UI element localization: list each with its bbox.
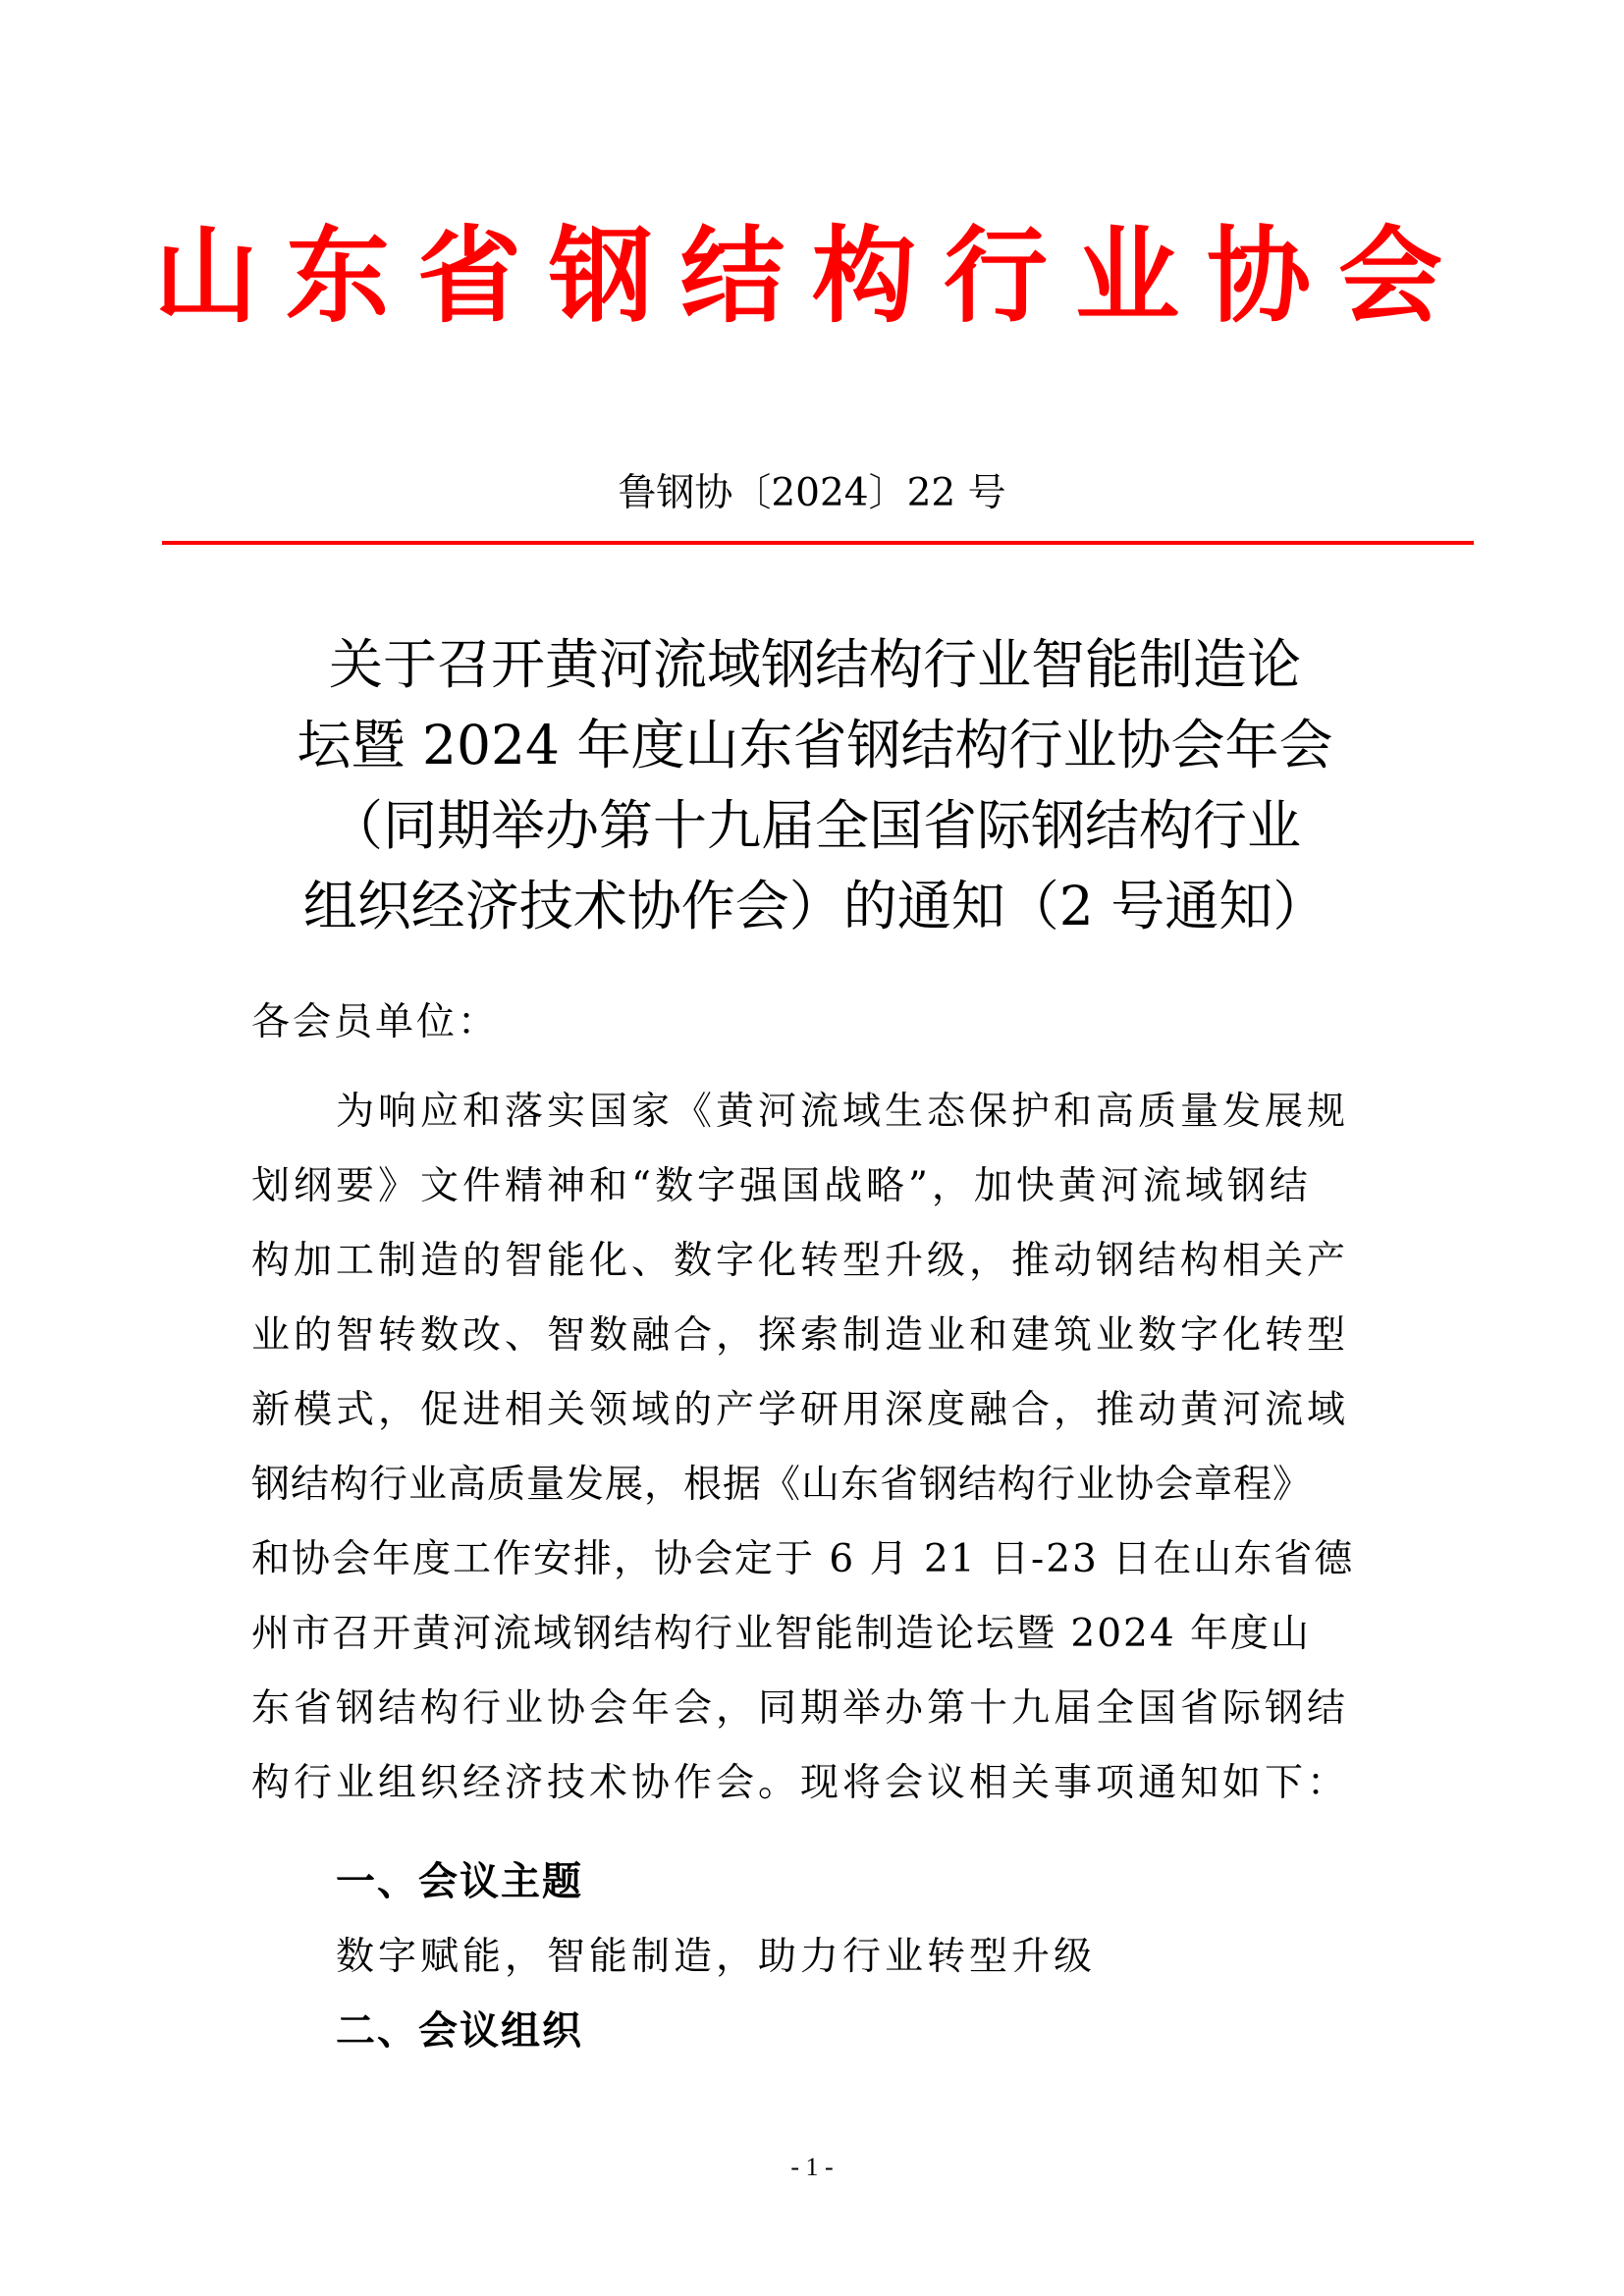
body-line: 为响应和落实国家《黄河流域生态保护和高质量发展规 — [336, 1090, 1350, 1134]
page-number: - 1 - — [790, 2153, 834, 2181]
body-line: 构行业组织经济技术协作会。现将会议相关事项通知如下： — [251, 1761, 1350, 1805]
notice-title — [216, 624, 1414, 946]
notice-title-line: 关于召开黄河流域钢结构行业智能制造论 — [328, 633, 1301, 696]
section-heading-meeting-theme: 一、会议主题 — [336, 1859, 583, 1904]
body-line: 业的智转数改、智数融合，探索制造业和建筑业数字化转型 — [251, 1313, 1350, 1358]
notice-title-line: （同期举办第十九届全国省际钢结构行业 — [328, 794, 1301, 857]
body-line: 州市召开黄河流域钢结构行业智能制造论坛暨 2024 年度山 — [251, 1612, 1312, 1656]
section-heading-meeting-organization: 二、会议组织 — [336, 2008, 583, 2054]
meeting-theme-text: 数字赋能，智能制造，助力行业转型升级 — [336, 1935, 1097, 1979]
letterhead-organization-title: 山东省钢结构行业协会 — [154, 216, 1470, 337]
body-line: 和协会年度工作安排，协会定于 6 月 21 日-23 日在山东省德 — [251, 1537, 1355, 1581]
body-line: 新模式，促进相关领域的产学研用深度融合，推动黄河流域 — [251, 1388, 1350, 1432]
notice-title-line: 组织经济技术协作会）的通知（2 号通知） — [302, 875, 1327, 937]
body-line: 划纲要》文件精神和“数字强国战略”，加快黄河流域钢结 — [251, 1164, 1312, 1208]
body-line: 钢结构行业高质量发展，根据《山东省钢结构行业协会章程》 — [251, 1463, 1313, 1507]
letterhead-red-divider — [162, 541, 1474, 545]
salutation: 各会员单位： — [251, 1000, 500, 1044]
document-number: 鲁钢协〔2024〕22 号 — [618, 471, 1006, 515]
notice-title-line: 坛暨 2024 年度山东省钢结构行业协会年会 — [297, 714, 1333, 776]
body-line: 构加工制造的智能化、数字化转型升级，推动钢结构相关产 — [251, 1239, 1350, 1283]
body-paragraph — [251, 1075, 1390, 1821]
body-line: 东省钢结构行业协会年会，同期举办第十九届全国省际钢结 — [251, 1686, 1350, 1731]
